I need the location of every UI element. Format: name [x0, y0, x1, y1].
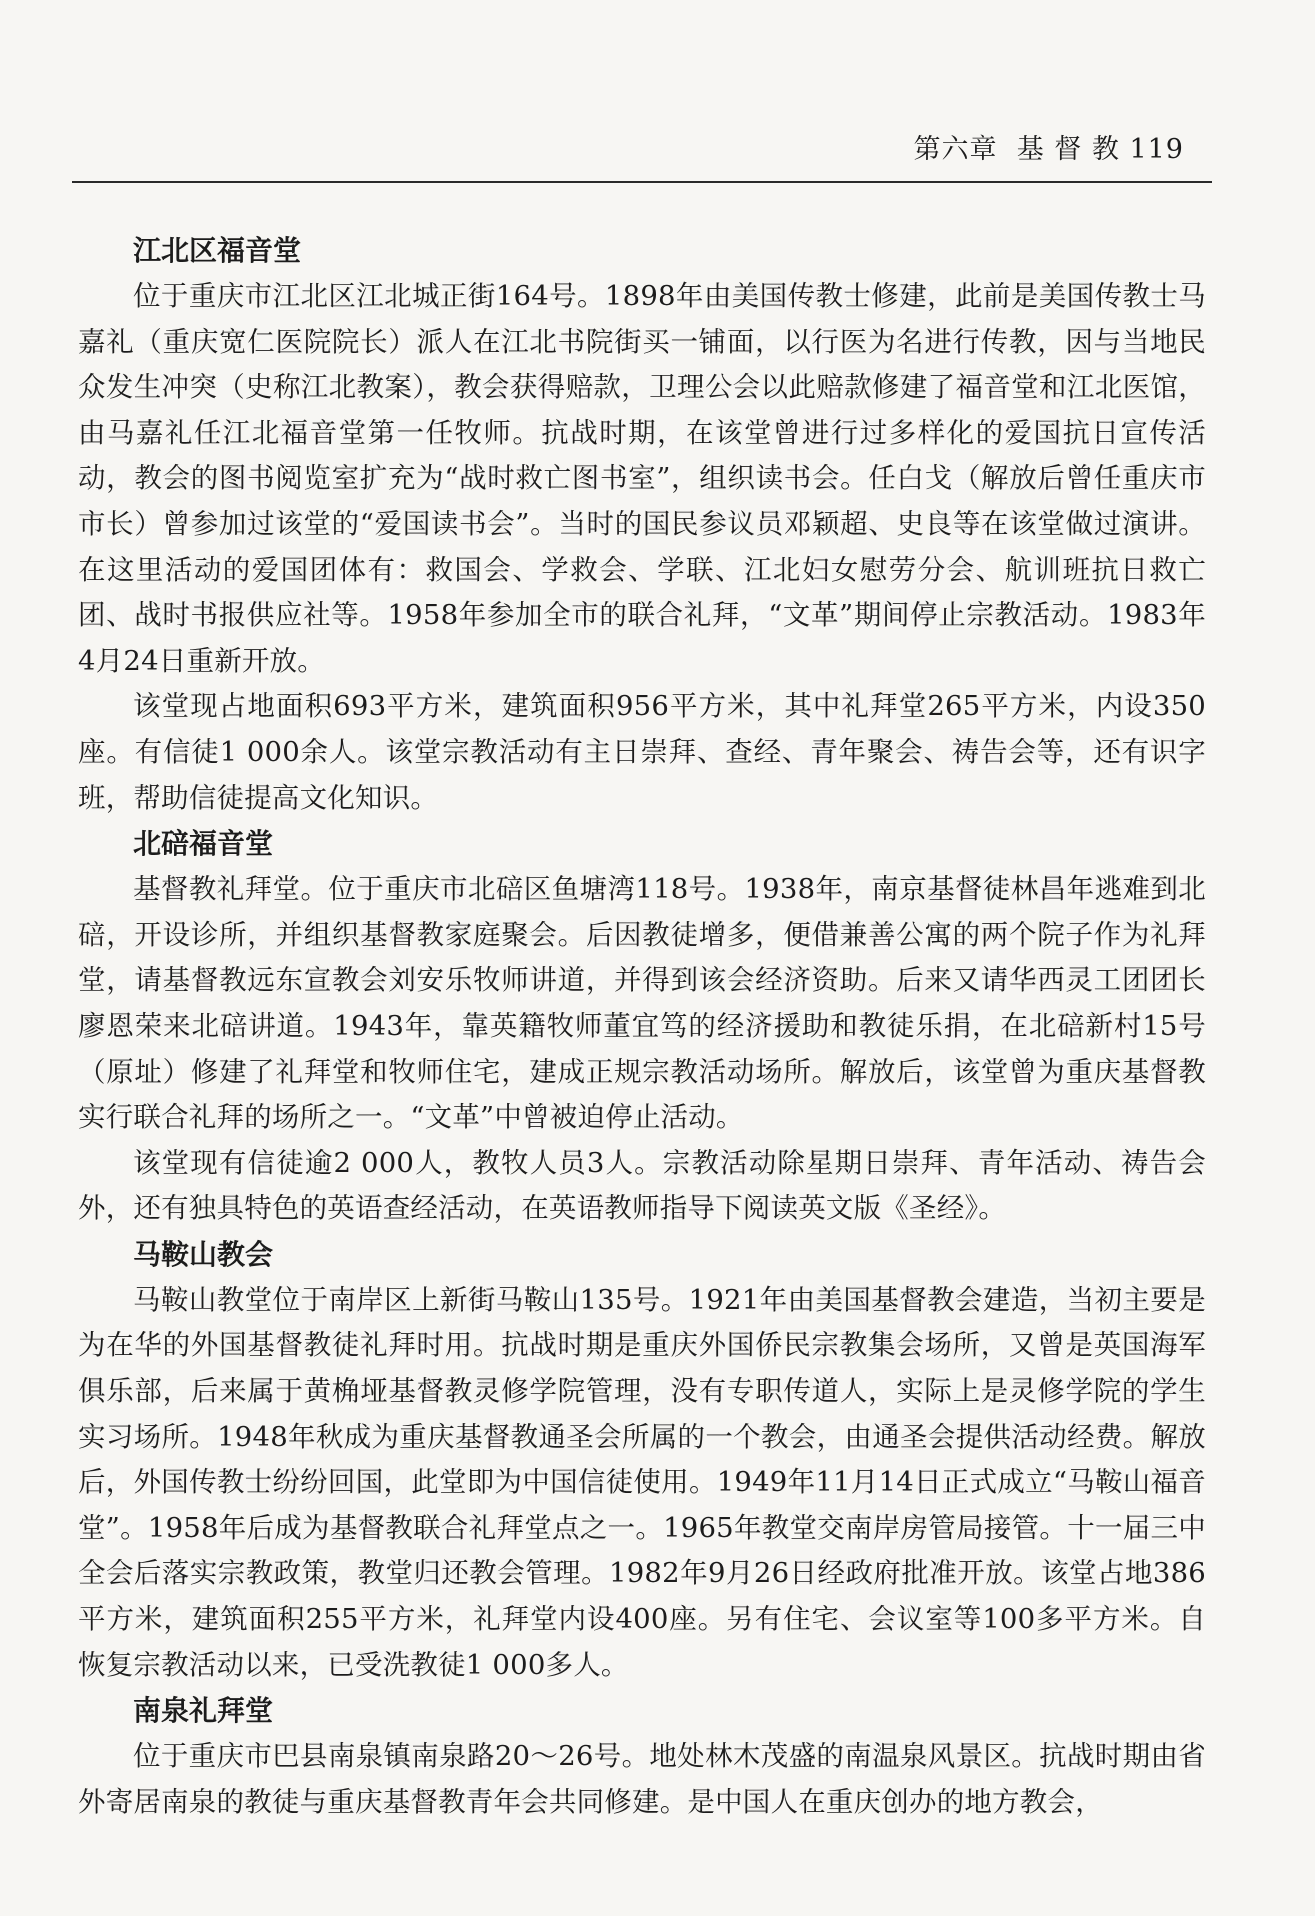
- chapter-title: 基 督 教: [1016, 134, 1120, 165]
- paragraph: 该堂现占地面积693平方米，建筑面积956平方米，其中礼拜堂265平方米，内设350座。有信徒1 000余人。该堂宗教活动有主日崇拜、查经、青年聚会、祷告会等，还有识字班，帮助信徒提高文化知识。: [78, 690, 1206, 814]
- paragraph: 位于重庆市江北区江北城正街164号。1898年由美国传教士修建，此前是美国传教士马嘉礼（重庆宽仁医院院长）派人在江北书院街买一铺面，以行医为名进行传教，因与当地民众发生冲突（史称江北教案），教会获得赔款，卫理公会以此赔款修建了福音堂和江北医馆，由马嘉礼任江北福音堂第一任牧师。抗战时期，在该堂曾进行过多样化的爱国抗日宣传活动，教会的图书阅览室扩充为“战时救亡图书室”，组织读书会。任白戈（解放后曾任重庆市市长）曾参加过该堂的“爱国读书会”。当时的国民参议员邓颖超、史良等在该堂做过演讲。在这里活动的爱国团体有：救国会、学救会、学联、江北妇女慰劳分会、航训班抗日救亡团、战时书报供应社等。1958年参加全市的联合礼拜，“文革”期间停止宗教活动。1983年4月24日重新开放。: [78, 280, 1206, 677]
- section-heading: 江北区福音堂: [133, 234, 302, 267]
- header-text: [914, 127, 1184, 166]
- page-body: [78, 228, 1206, 1825]
- section-heading: 马鞍山教会: [133, 1237, 274, 1271]
- section-maanshan: [78, 1232, 1206, 1688]
- paragraph: 马鞍山教堂位于南岸区上新街马鞍山135号。1921年由美国基督教会建造，当初主要是为在华的外国基督教徒礼拜时用。抗战时期是重庆外国侨民宗教集会场所，又曾是英国海军俱乐部，后来属于黄桷垭基督教灵修学院管理，没有专职传道人，实际上是灵修学院的学生实习场所。1948年秋成为重庆基督教通圣会所属的一个教会，由通圣会提供活动经费。解放后，外国传教士纷纷回国，此堂即为中国信徒使用。1949年11月14日正式成立“马鞍山福音堂”。1958年后成为基督教联合礼拜堂点之一。1965年教堂交南岸房管局接管。十一届三中全会后落实宗教政策，教堂归还教会管理。1982年9月26日经政府批准开放。该堂占地386平方米，建筑面积255平方米，礼拜堂内设400座。另有住宅、会议室等100多平方米。自恢复宗教活动以来，已受洗教徒1 000多人。: [78, 1283, 1206, 1681]
- section-heading: 南泉礼拜堂: [133, 1694, 274, 1728]
- section-heading: 北碚福音堂: [133, 827, 274, 861]
- section-jiangbei: [78, 228, 1206, 821]
- page-number: 119: [1129, 134, 1184, 165]
- running-header: [72, 127, 1212, 183]
- section-nanquan: [78, 1688, 1206, 1825]
- paragraph: 位于重庆市巴县南泉镇南泉路20～26号。地处林木茂盛的南温泉风景区。抗战时期由省外寄居南泉的教徒与重庆基督教青年会共同修建。是中国人在重庆创办的地方教会，: [78, 1740, 1206, 1818]
- section-beibei: [78, 821, 1206, 1232]
- chapter-label: 第六章: [913, 134, 998, 165]
- header-rule: [72, 181, 1212, 183]
- paragraph: 该堂现有信徒逾2 000人，教牧人员3人。宗教活动除星期日崇拜、青年活动、祷告会外，还有独具特色的英语查经活动，在英语教师指导下阅读英文版《圣经》。: [78, 1146, 1206, 1225]
- paragraph: 基督教礼拜堂。位于重庆市北碚区鱼塘湾118号。1938年，南京基督徒林昌年逃难到北碚，开设诊所，并组织基督教家庭聚会。后因教徒增多，便借兼善公寓的两个院子作为礼拜堂，请基督教远东宣教会刘安乐牧师讲道，并得到该会经济资助。后来又请华西灵工团团长廖恩荣来北碚讲道。1943年，靠英籍牧师董宜笃的经济援助和教徒乐捐，在北碚新村15号（原址）修建了礼拜堂和牧师住宅，建成正规宗教活动场所。解放后，该堂曾为重庆基督教实行联合礼拜的场所之一。“文革”中曾被迫停止活动。: [78, 873, 1206, 1134]
